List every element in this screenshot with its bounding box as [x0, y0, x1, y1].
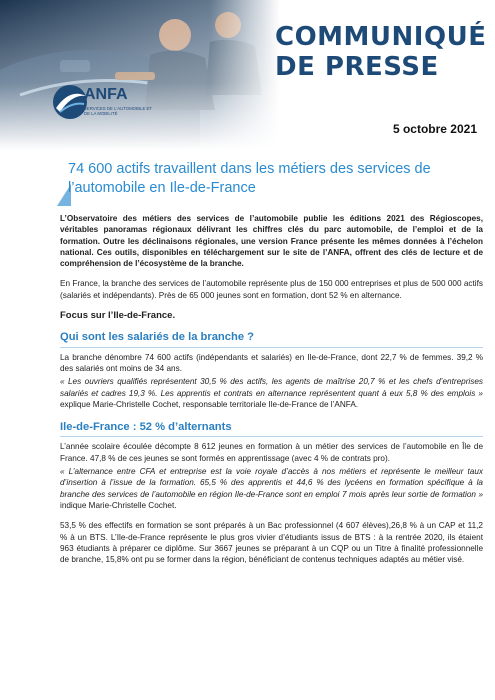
communique-title — [275, 22, 486, 82]
section1-quote-paragraph — [60, 376, 483, 410]
logo-wordmark: ANFA — [84, 86, 128, 103]
section2-paragraph-2: 53,5 % des effectifs en formation se sont préparés à un Bac professionnel (4 607 élèves),26,8 % à un CAP et 11,2 % à un BTS. L’Ile-de-France représente le plus gros vivier d’étudiants issus de BTS : à la rentrée 2020, ils étaient 963 étudiants à préparer ce diplôme. Sur 3667 jeunes se préparant à un CQP ou un Titre à finalité professionnelle de branche, 15,8% ont pu se former dans la région, bénéficiant de contenus techniques adaptés au métier visé. — [60, 521, 483, 565]
section1-divider — [60, 347, 483, 348]
press-header — [0, 0, 495, 170]
communique-title-line2: DE PRESSE — [275, 52, 439, 82]
section1-paragraph: La branche dénombre 74 600 actifs (indépendants et salariés) en Ile-de-France, dont 22,7 % de femmes. 39,2 % des salariés ont moins de 34 ans. — [60, 352, 483, 373]
communique-title-line1: COMMUNIQUÉ — [275, 22, 487, 52]
section2-quote-paragraph — [60, 466, 483, 511]
section1-heading: Qui sont les salariés de la branche ? — [60, 331, 254, 344]
section2-quote: « L’alternance entre CFA et entreprise est la voie royale d’accès à nos métiers et représente le meilleur taux d’insertion à l’issue de la formation. 65,5 % des apprentis et 44,6 % des lycéens en formation spécifique à la branche des services de l’automobile en région Ile-de-France sont en emploi 7 mois après leur sortie de formation » — [60, 467, 483, 499]
france-paragraph: En France, la branche des services de l’automobile représente plus de 150 000 entreprises et plus de 500 000 actifs (salariés et indépendants). Près de 65 000 jeunes sont en formation, dont 52 % en alternance. — [60, 279, 483, 300]
section2-quote-attribution: indique Marie-Christelle Cochet. — [60, 500, 177, 510]
logo-subtitle: SERVICES DE L'AUTOMOBILE ET DE LA MOBILITÉ — [84, 106, 152, 116]
intro-paragraph: L’Observatoire des métiers des services de l’automobile publie les éditions 2021 des Régioscopes, véritables panoramas régionaux délivrant les chiffres clés du parc automobile, de l’emploi et de la formation. Outre les déclinaisons régionales, une version France présente les mêmes données à l’échelon national. Ces outils, disponibles en téléchargement sur le site de l’ANFA, offrent des clés de lecture et de compréhension de l’écosystème de la branche. — [60, 214, 483, 269]
focus-heading: Focus sur l’Ile-de-France. — [60, 310, 176, 322]
section1-quote-attribution: explique Marie-Christelle Cochet, responsable territoriale Ile-de-France de l’ANFA. — [60, 399, 359, 409]
press-body — [60, 213, 483, 574]
section2-divider — [60, 436, 483, 437]
section2-paragraph: L’année scolaire écoulée décompte 8 612 jeunes en formation à un métier des services de l’automobile en Île de France. 47,8 % de ces jeunes se sont formés en apprentissage (avec 4 % de contrats pro). — [60, 442, 483, 463]
headline: 74 600 actifs travaillent dans les métiers des services de l’automobile en Ile-de-France — [68, 161, 431, 196]
section1-quote: « Les ouvriers qualifiés représentent 30,5 % des actifs, les agents de maîtrise 20,7 % et les chefs d’entreprises salariés et cadres 19,3 %. Les apprentis et contrats en alternance représentent quant à eux 5,8 % des emplois » — [60, 377, 483, 398]
section2-heading: Ile-de-France : 52 % d’alternants — [60, 421, 232, 434]
press-date: 5 octobre 2021 — [392, 122, 477, 136]
